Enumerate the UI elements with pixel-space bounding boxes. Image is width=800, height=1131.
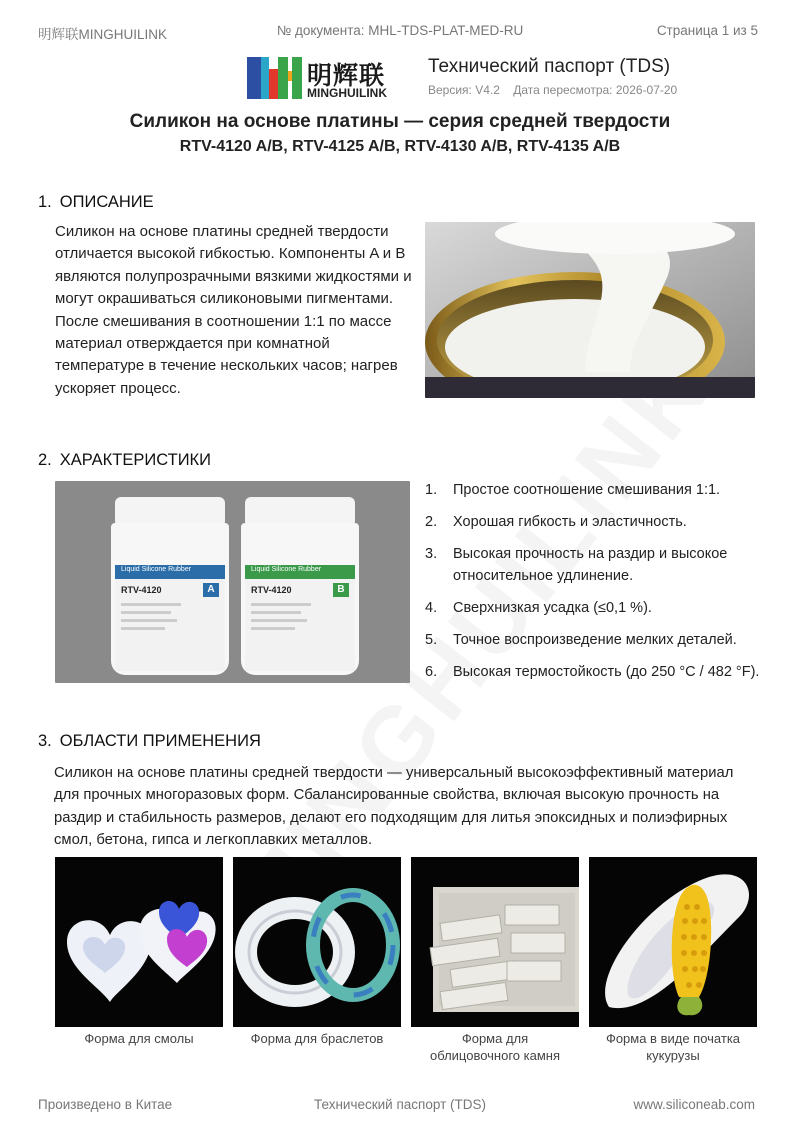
section-features-heading (38, 451, 211, 470)
footer-website-link[interactable]: www.siliconeab.com (633, 1097, 755, 1112)
document-number: № документа: MHL-TDS-PLAT-MED-RU (276, 23, 524, 38)
feature-item: 6. Высокая термостойкость (до 250 °C / 482 °F). (425, 663, 760, 680)
silicone-pour-photo (425, 222, 755, 398)
section-number: 3. (38, 732, 52, 750)
tds-title: Технический паспорт (TDS) (428, 56, 671, 77)
jar-a (111, 497, 229, 675)
logo-chinese-name: 明辉联 (307, 61, 386, 90)
feature-item: 3. Высокая прочность на раздир и высокое относительное удлинение. (425, 546, 728, 584)
jar-a-label (115, 565, 225, 671)
jar-a-model: RTV-4120 (121, 585, 162, 595)
logo-mark-icon (247, 57, 302, 99)
version-line (428, 83, 677, 97)
feature-item: 4. Сверхнизкая усадка (≤0,1 %). (425, 599, 652, 616)
page-number: Страница 1 из 5 (656, 23, 758, 38)
section-title: ОПИСАНИЕ (59, 193, 154, 211)
footer-title: Технический паспорт (TDS) (314, 1097, 486, 1112)
caption-corn-mold: Форма в виде початка кукурузы (605, 1031, 741, 1063)
section-applications-heading (38, 732, 261, 751)
document-title: Силикон на основе платины — серия средней твердости (129, 111, 671, 132)
feature-item: 1. Простое соотношение смешивания 1:1. (425, 482, 721, 498)
product-jars-photo (55, 481, 410, 683)
jar-a-part: A (203, 583, 219, 597)
jar-b-model: RTV-4120 (251, 585, 292, 595)
revision-date: Дата пересмотра: 2026-07-20 (513, 83, 678, 97)
jar-b-label (245, 565, 355, 671)
jar-b (241, 497, 359, 675)
version: Версия: V4.2 (428, 83, 500, 97)
footer-origin: Произведено в Китае (38, 1097, 173, 1112)
jar-b-part: B (333, 583, 349, 597)
caption-bracelet-mold: Форма для браслетов (250, 1031, 384, 1046)
resin-mold-photo (55, 857, 223, 1027)
logo-english-name: MINGHUILINK (307, 86, 387, 100)
jar-label-text: Liquid Silicone Rubber (121, 566, 192, 573)
feature-item: 5. Точное воспроизведение мелких деталей. (425, 631, 737, 648)
section-number: 2. (38, 451, 52, 469)
features-list (425, 480, 770, 694)
caption-stone-mold: Форма для облицовочного камня (429, 1031, 560, 1063)
corn-mold-photo (589, 857, 757, 1027)
applications-text: Силикон на основе платины средней твердости — универсальный высокоэффективный материал для прочных многоразовых форм. Сбалансированные свойства, включая высокую прочность на раздир и стабильность размеров, делают его подходящим для литья эпоксидных и полиэфирных смол, бетона, гипса и легкоплавких металлов. (54, 765, 734, 848)
section-number: 1. (38, 193, 52, 211)
section-description-heading (38, 193, 154, 212)
section-title: ХАРАКТЕРИСТИКИ (59, 451, 212, 469)
caption-resin-mold: Форма для смолы (84, 1031, 194, 1046)
bracelet-mold-photo (233, 857, 401, 1027)
section-title: ОБЛАСТИ ПРИМЕНЕНИЯ (59, 732, 261, 750)
feature-item: 2. Хорошая гибкость и эластичность. (425, 514, 687, 530)
description-text: Силикон на основе платины средней твердости отличается высокой гибкостью. Компоненты A и B являются полупрозрачными вязкими жидкостями и могут окрашиваться силиконовыми пигментами. После смешивания в соотношении 1:1 по массе материал отверждается при комнатной температуре в течение нескольких часов; нагрев ускоряет процесс. (55, 223, 412, 397)
document-subtitle: RTV-4120 A/B, RTV-4125 A/B, RTV-4130 A/B, RTV-4135 A/B (179, 138, 621, 155)
stone-mold-photo (411, 857, 579, 1027)
jar-label-text: Liquid Silicone Rubber (251, 566, 322, 573)
brand-text: 明辉联MINGHUILINK (38, 27, 168, 42)
